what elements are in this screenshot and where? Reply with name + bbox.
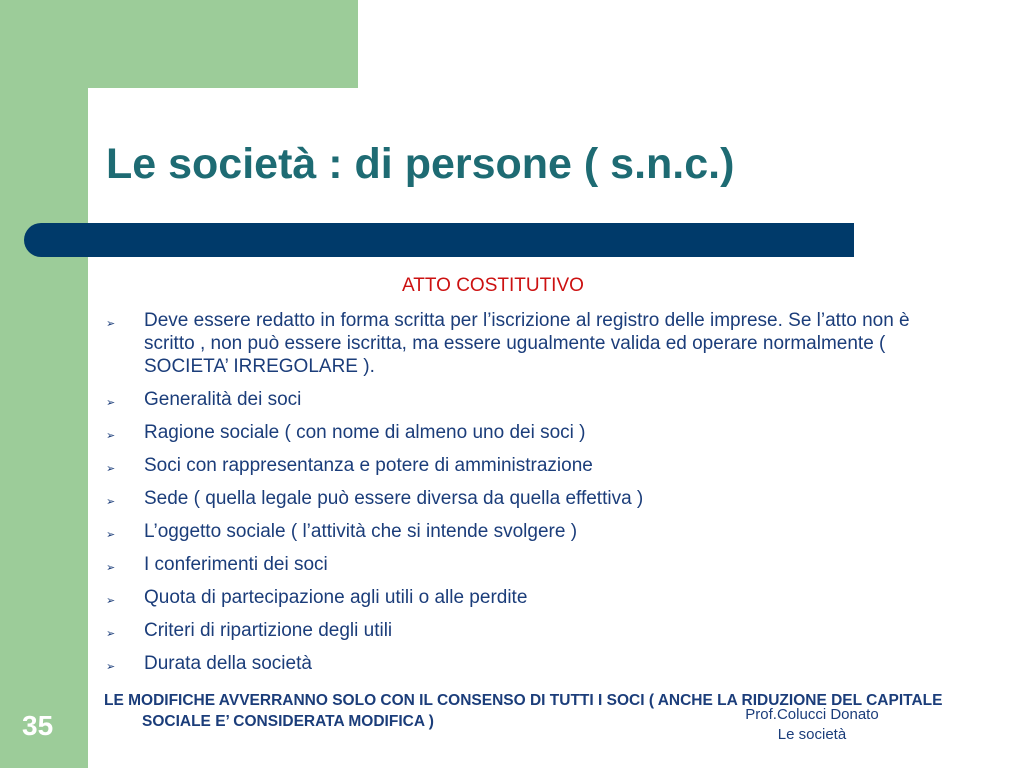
bullet-item	[106, 454, 952, 477]
arrow-bullet-icon: ➢	[106, 595, 116, 607]
bullet-list	[106, 309, 952, 685]
bullet-text: Ragione sociale ( con nome di almeno uno dei soci )	[144, 422, 586, 443]
bullet-text: Durata della società	[144, 653, 312, 674]
title-underline-bar	[24, 223, 854, 257]
arrow-bullet-icon: ➢	[106, 430, 116, 442]
arrow-bullet-icon: ➢	[106, 463, 116, 475]
bullet-text: Generalità dei soci	[144, 389, 302, 410]
bullet-item	[106, 586, 952, 609]
arrow-bullet-icon: ➢	[106, 661, 116, 673]
decor-green-top-band	[0, 0, 358, 88]
arrow-bullet-icon: ➢	[106, 318, 116, 330]
arrow-bullet-icon: ➢	[106, 397, 116, 409]
footer-author: Prof.Colucci Donato	[745, 706, 879, 723]
bullet-text: L’oggetto sociale ( l’attività che si intende svolgere )	[144, 521, 578, 542]
bullet-item	[106, 487, 952, 510]
bullet-item	[106, 421, 952, 444]
slide-footer	[720, 705, 904, 745]
bullet-text: Quota di partecipazione agli utili o alle perdite	[144, 587, 528, 608]
bullet-text: Soci con rappresentanza e potere di amministrazione	[144, 455, 593, 476]
bullet-item	[106, 619, 952, 642]
section-subtitle: ATTO COSTITUTIVO	[402, 275, 584, 296]
slide-title: Le società : di persone ( s.n.c.)	[106, 140, 735, 188]
bullet-item	[106, 652, 952, 675]
arrow-bullet-icon: ➢	[106, 628, 116, 640]
bullet-item	[106, 553, 952, 576]
bullet-text: Sede ( quella legale può essere diversa da quella effettiva )	[144, 488, 644, 509]
bullet-item	[106, 388, 952, 411]
bullet-text: Criteri di ripartizione degli utili	[144, 620, 393, 641]
modification-note: LE MODIFICHE AVVERRANNO SOLO CON IL CONSENSO DI TUTTI I SOCI ( ANCHE LA RIDUZIONE DEL CAPITALE SOCIALE E’ CONSIDERATA MODIFICA )	[104, 692, 943, 730]
bullet-text: Deve essere redatto in forma scritta per l’iscrizione al registro delle imprese. Se l’atto non è scritto , non può essere iscritta, ma essere ugualmente valida ed operare normalmente ( SOCIETA’ IRREGOLARE ).	[144, 310, 910, 377]
arrow-bullet-icon: ➢	[106, 562, 116, 574]
bullet-item	[106, 309, 952, 378]
bullet-item	[106, 520, 952, 543]
bullet-text: I conferimenti dei soci	[144, 554, 328, 575]
footer-topic: Le società	[777, 726, 847, 743]
decor-green-sidebar	[0, 0, 88, 768]
arrow-bullet-icon: ➢	[106, 496, 116, 508]
arrow-bullet-icon: ➢	[106, 529, 116, 541]
slide-number: 35	[22, 710, 54, 741]
